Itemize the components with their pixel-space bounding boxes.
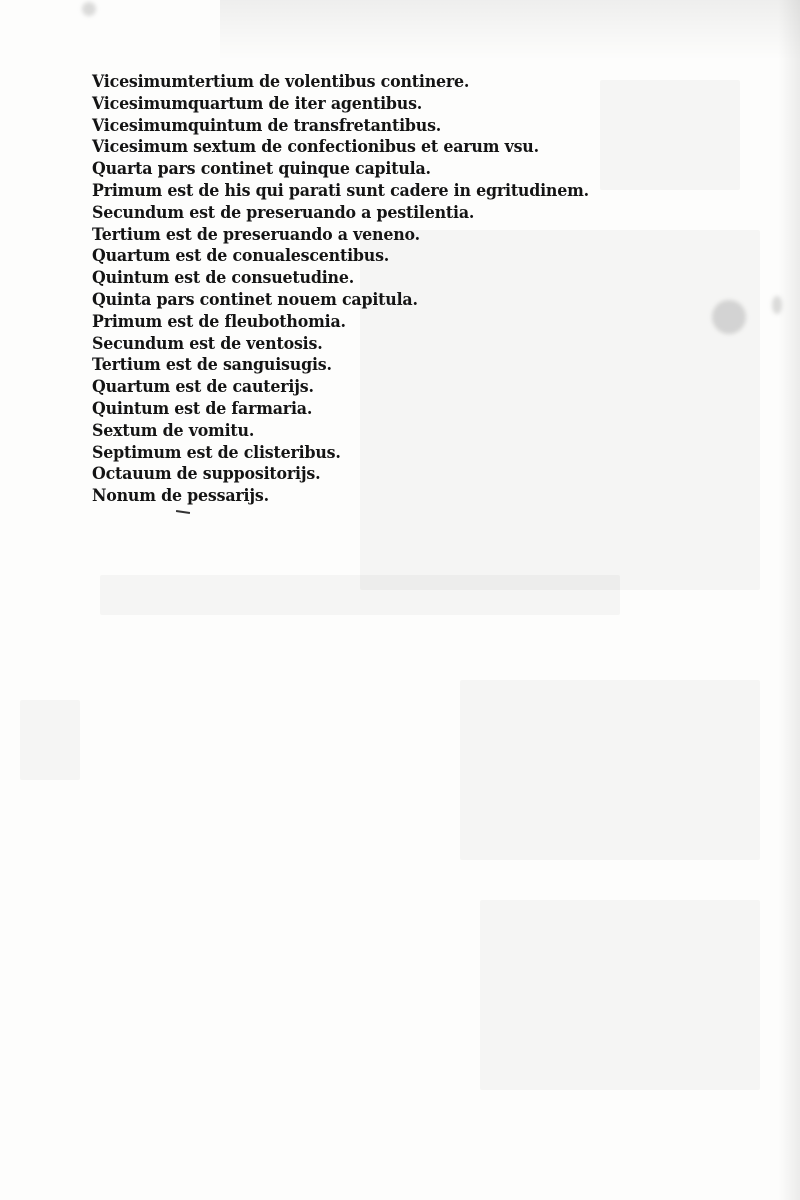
bleed-through-block	[480, 900, 760, 1090]
toc-line: Vicesimumquintum de transfretantibus.	[92, 115, 442, 136]
table-of-contents	[92, 72, 652, 508]
toc-line: Quarta pars continet quinque capitula.	[92, 159, 431, 180]
toc-line: Tertium est de preseruando a veneno.	[92, 224, 420, 245]
toc-line: Quintum est de consuetudine.	[92, 268, 355, 289]
toc-line: Vicesimumtertium de volentibus continere.	[92, 72, 470, 92]
toc-line: Quartum est de conualescentibus.	[92, 246, 390, 267]
toc-line: Primum est de fleubothomia.	[92, 311, 346, 332]
toc-line: Septimum est de clisteribus.	[92, 442, 341, 463]
page-edge-shading	[778, 0, 800, 1200]
toc-line: Vicesimumquartum de iter agentibus.	[92, 93, 423, 114]
page-top-shading	[220, 0, 800, 60]
bleed-through-block	[100, 575, 620, 615]
bleed-through-block	[460, 680, 760, 860]
toc-line: Sextum de vomitu.	[92, 420, 255, 441]
toc-line: Secundum est de preseruando a pestilentia.	[92, 202, 475, 223]
toc-line: Quinta pars continet nouem capitula.	[92, 289, 418, 310]
ink-smudge	[82, 2, 96, 16]
ink-smudge	[712, 300, 746, 334]
toc-line: Tertium est de sanguisugis.	[92, 355, 332, 376]
toc-line: Secundum est de ventosis.	[92, 333, 323, 354]
toc-line: Vicesimum sextum de confectionibus et earum vsu.	[92, 137, 539, 158]
toc-line: Primum est de his qui parati sunt cadere in egritudinem.	[92, 180, 589, 201]
toc-line: Octauum de suppositorijs.	[92, 464, 321, 485]
ink-smudge	[772, 296, 782, 314]
ink-dash-mark	[176, 510, 190, 514]
bleed-through-block	[20, 700, 80, 780]
toc-line: Nonum de pessarijs.	[92, 486, 269, 507]
toc-line: Quartum est de cauterijs.	[92, 377, 314, 398]
toc-line: Quintum est de farmaria.	[92, 398, 313, 419]
